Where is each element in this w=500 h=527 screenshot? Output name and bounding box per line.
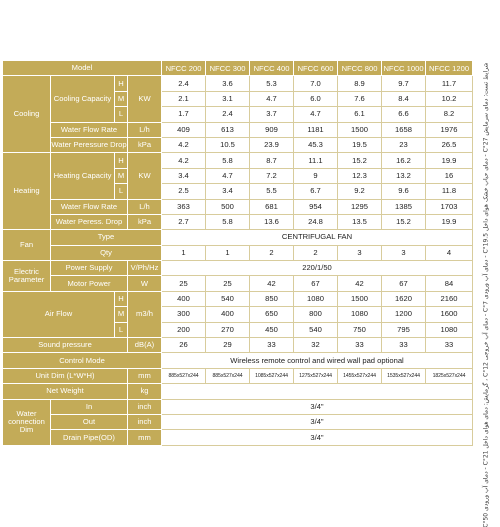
airflow-group-label: Air Flow — [3, 291, 115, 337]
specification-table — [2, 60, 473, 446]
value-cell: 16.2 — [382, 153, 426, 168]
value-cell: 2 — [250, 245, 294, 260]
value-cell: 3 — [382, 245, 426, 260]
value-cell: 11.8 — [426, 184, 473, 199]
value-cell: 33 — [250, 338, 294, 353]
unit-dim-label: Unit Dim (L*W*H) — [3, 368, 128, 383]
sound-label: Sound pressure — [3, 338, 128, 353]
value-cell: 7.2 — [250, 168, 294, 183]
value-cell: 1.7 — [162, 107, 206, 122]
power-supply-value: 220/1/50 — [162, 261, 473, 276]
unit-label: mm — [128, 368, 162, 383]
value-cell: 795 — [382, 322, 426, 337]
drain-pipe-label: Drain Pipe(OD) — [51, 430, 128, 445]
value-cell: 6.0 — [294, 91, 338, 106]
table-row — [3, 338, 473, 353]
value-cell: 4.2 — [162, 137, 206, 152]
unit-label: KW — [128, 76, 162, 122]
mode-label: H — [115, 291, 128, 306]
unit-label: inch — [128, 414, 162, 429]
unit-label: mm — [128, 430, 162, 445]
value-cell: 9.7 — [382, 76, 426, 91]
value-cell: 885x527x244 — [206, 368, 250, 383]
value-cell: 8.7 — [250, 153, 294, 168]
value-cell: 6.7 — [294, 184, 338, 199]
table-row — [3, 291, 473, 306]
value-cell: 11.1 — [294, 153, 338, 168]
unit-label: kPa — [128, 137, 162, 152]
unit-label: L/h — [128, 122, 162, 137]
unit-label: dB(A) — [128, 338, 162, 353]
water-connection-group-label: Water connection Dim — [3, 399, 51, 445]
value-cell: 4.7 — [294, 107, 338, 122]
value-cell: 10.2 — [426, 91, 473, 106]
value-cell: 850 — [250, 291, 294, 306]
value-cell: 1085x527x244 — [250, 368, 294, 383]
value-cell: 5.8 — [206, 214, 250, 229]
value-cell: 12.3 — [338, 168, 382, 183]
cooling-drop-label: Water Peressure Drop — [51, 137, 128, 152]
value-cell: 1455x527x244 — [338, 368, 382, 383]
value-cell: 1500 — [338, 291, 382, 306]
value-cell: 15.2 — [338, 153, 382, 168]
unit-label: W — [128, 276, 162, 291]
value-cell: 1620 — [382, 291, 426, 306]
mode-label: L — [115, 107, 128, 122]
mode-label: M — [115, 168, 128, 183]
value-cell: 8.2 — [426, 107, 473, 122]
water-in-value: 3/4" — [162, 399, 473, 414]
value-cell: 4.7 — [206, 168, 250, 183]
table-row — [3, 414, 473, 429]
value-cell: 3.4 — [162, 168, 206, 183]
model-header: NFCC 400 — [250, 61, 294, 76]
value-cell: 13.5 — [338, 214, 382, 229]
fan-qty-label: Qty — [51, 245, 162, 260]
value-cell: 300 — [162, 307, 206, 322]
value-cell: 33 — [382, 338, 426, 353]
value-cell: 6.1 — [338, 107, 382, 122]
value-cell: 32 — [294, 338, 338, 353]
value-cell: 954 — [294, 199, 338, 214]
value-cell: 1600 — [426, 307, 473, 322]
value-cell: 1275x527x244 — [294, 368, 338, 383]
fan-type-value: CENTRIFUGAL FAN — [162, 230, 473, 245]
mode-label: H — [115, 153, 128, 168]
value-cell: 25 — [162, 276, 206, 291]
value-cell: 7.0 — [294, 76, 338, 91]
value-cell: 200 — [162, 322, 206, 337]
value-cell: 29 — [206, 338, 250, 353]
value-cell: 885x527x244 — [162, 368, 206, 383]
value-cell: 13.2 — [382, 168, 426, 183]
table-row — [3, 153, 473, 168]
value-cell: 500 — [206, 199, 250, 214]
value-cell: 33 — [426, 338, 473, 353]
value-cell: 5.3 — [250, 76, 294, 91]
value-cell: 11.7 — [426, 76, 473, 91]
value-cell: 5.8 — [206, 153, 250, 168]
value-cell: 2160 — [426, 291, 473, 306]
value-cell: 909 — [250, 122, 294, 137]
heating-drop-label: Water Peress. Drop — [51, 214, 128, 229]
value-cell: 1295 — [338, 199, 382, 214]
value-cell: 42 — [338, 276, 382, 291]
value-cell: 33 — [338, 338, 382, 353]
value-cell: 1703 — [426, 199, 473, 214]
value-cell: 15.2 — [382, 214, 426, 229]
value-cell: 3.6 — [206, 76, 250, 91]
value-cell: 1385 — [382, 199, 426, 214]
unit-label: KW — [128, 153, 162, 199]
value-cell: 67 — [382, 276, 426, 291]
value-cell: 1080 — [338, 307, 382, 322]
value-cell: 23 — [382, 137, 426, 152]
value-cell: 2.4 — [206, 107, 250, 122]
water-in-label: In — [51, 399, 128, 414]
table-row — [3, 353, 473, 368]
value-cell: 1200 — [382, 307, 426, 322]
value-cell: 9.2 — [338, 184, 382, 199]
value-cell: 4.7 — [250, 91, 294, 106]
model-header: NFCC 300 — [206, 61, 250, 76]
test-conditions-note — [474, 62, 498, 527]
water-out-label: Out — [51, 414, 128, 429]
heating-group-label: Heating — [3, 153, 51, 230]
table-row — [3, 76, 473, 91]
value-cell: 10.5 — [206, 137, 250, 152]
value-cell: 23.9 — [250, 137, 294, 152]
value-cell: 613 — [206, 122, 250, 137]
table-row — [3, 384, 473, 399]
value-cell: 45.3 — [294, 137, 338, 152]
value-cell: 25 — [206, 276, 250, 291]
unit-label: kg — [128, 384, 162, 399]
value-cell: 270 — [206, 322, 250, 337]
table-row — [3, 430, 473, 445]
value-cell: 2 — [294, 245, 338, 260]
value-cell: 42 — [250, 276, 294, 291]
cooling-flow-label: Water Flow Rate — [51, 122, 128, 137]
value-cell: 2.7 — [162, 214, 206, 229]
value-cell: 3.1 — [206, 91, 250, 106]
heating-capacity-label: Heating Capacity — [51, 153, 115, 199]
value-cell: 3 — [338, 245, 382, 260]
value-cell: 1825x527x244 — [426, 368, 473, 383]
mode-label: M — [115, 307, 128, 322]
table-row — [3, 137, 473, 152]
model-header: NFCC 600 — [294, 61, 338, 76]
model-header: NFCC 1200 — [426, 61, 473, 76]
value-cell: 3.7 — [250, 107, 294, 122]
value-cell: 1500 — [338, 122, 382, 137]
mode-label: M — [115, 91, 128, 106]
value-cell: 24.8 — [294, 214, 338, 229]
value-cell: 800 — [294, 307, 338, 322]
value-cell: 19.9 — [426, 214, 473, 229]
model-header: NFCC 800 — [338, 61, 382, 76]
value-cell: 1 — [162, 245, 206, 260]
value-cell: 1 — [206, 245, 250, 260]
value-cell: 6.6 — [382, 107, 426, 122]
value-cell: 9.6 — [382, 184, 426, 199]
unit-label: L/h — [128, 199, 162, 214]
cooling-group-label: Cooling — [3, 76, 51, 153]
unit-label: m3/h — [128, 291, 162, 337]
value-cell: 8.4 — [382, 91, 426, 106]
value-cell: 4.2 — [162, 153, 206, 168]
value-cell: 540 — [294, 322, 338, 337]
value-cell: 84 — [426, 276, 473, 291]
table-row — [3, 199, 473, 214]
value-cell: 7.6 — [338, 91, 382, 106]
value-cell: 26.5 — [426, 137, 473, 152]
value-cell: 750 — [338, 322, 382, 337]
motor-power-label: Motor Power — [51, 276, 128, 291]
table-row — [3, 214, 473, 229]
value-cell: 1181 — [294, 122, 338, 137]
net-weight-label: Net Weight — [3, 384, 128, 399]
model-label: Model — [3, 61, 162, 76]
table-row — [3, 122, 473, 137]
electric-group-label: Electric Parameter — [3, 261, 51, 292]
net-weight-value — [162, 384, 473, 399]
table-row — [3, 276, 473, 291]
table-row — [3, 261, 473, 276]
value-cell: 2.5 — [162, 184, 206, 199]
value-cell: 1658 — [382, 122, 426, 137]
value-cell: 1976 — [426, 122, 473, 137]
fan-type-label: Type — [51, 230, 162, 245]
power-supply-label: Power Supply — [51, 261, 128, 276]
value-cell: 1080 — [294, 291, 338, 306]
test-conditions-text: شرایط تست: دمای سرمایش 27°C - دمای حباب خشک هوای داخل 19.5°C - دمای آب ورودی 7°C - دمای آب خروجی 12°C ، گرمایش: دمای هوای داخل 21°C - دمای آب ورودی 50°C — [482, 62, 490, 527]
value-cell: 5.5 — [250, 184, 294, 199]
model-header: NFCC 1000 — [382, 61, 426, 76]
header-row — [3, 61, 473, 76]
value-cell: 400 — [206, 307, 250, 322]
table-row — [3, 368, 473, 383]
drain-pipe-value: 3/4" — [162, 430, 473, 445]
unit-label: kPa — [128, 214, 162, 229]
value-cell: 681 — [250, 199, 294, 214]
value-cell: 19.5 — [338, 137, 382, 152]
value-cell: 13.6 — [250, 214, 294, 229]
value-cell: 540 — [206, 291, 250, 306]
value-cell: 67 — [294, 276, 338, 291]
unit-label: V/Ph/Hz — [128, 261, 162, 276]
value-cell: 4 — [426, 245, 473, 260]
value-cell: 3.4 — [206, 184, 250, 199]
mode-label: L — [115, 322, 128, 337]
value-cell: 409 — [162, 122, 206, 137]
value-cell: 1080 — [426, 322, 473, 337]
value-cell: 650 — [250, 307, 294, 322]
heating-flow-label: Water Flow Rate — [51, 199, 128, 214]
value-cell: 1535x527x244 — [382, 368, 426, 383]
value-cell: 2.4 — [162, 76, 206, 91]
value-cell: 16 — [426, 168, 473, 183]
value-cell: 26 — [162, 338, 206, 353]
value-cell: 400 — [162, 291, 206, 306]
mode-label: L — [115, 184, 128, 199]
mode-label: H — [115, 76, 128, 91]
fan-group-label: Fan — [3, 230, 51, 261]
control-mode-label: Control Mode — [3, 353, 162, 368]
table-row — [3, 399, 473, 414]
value-cell: 19.9 — [426, 153, 473, 168]
value-cell: 2.1 — [162, 91, 206, 106]
value-cell: 9 — [294, 168, 338, 183]
control-mode-value: Wireless remote control and wired wall pad optional — [162, 353, 473, 368]
value-cell: 8.9 — [338, 76, 382, 91]
water-out-value: 3/4" — [162, 414, 473, 429]
cooling-capacity-label: Cooling Capacity — [51, 76, 115, 122]
model-header: NFCC 200 — [162, 61, 206, 76]
table-row — [3, 245, 473, 260]
value-cell: 363 — [162, 199, 206, 214]
unit-label: inch — [128, 399, 162, 414]
table-row — [3, 230, 473, 245]
value-cell: 450 — [250, 322, 294, 337]
